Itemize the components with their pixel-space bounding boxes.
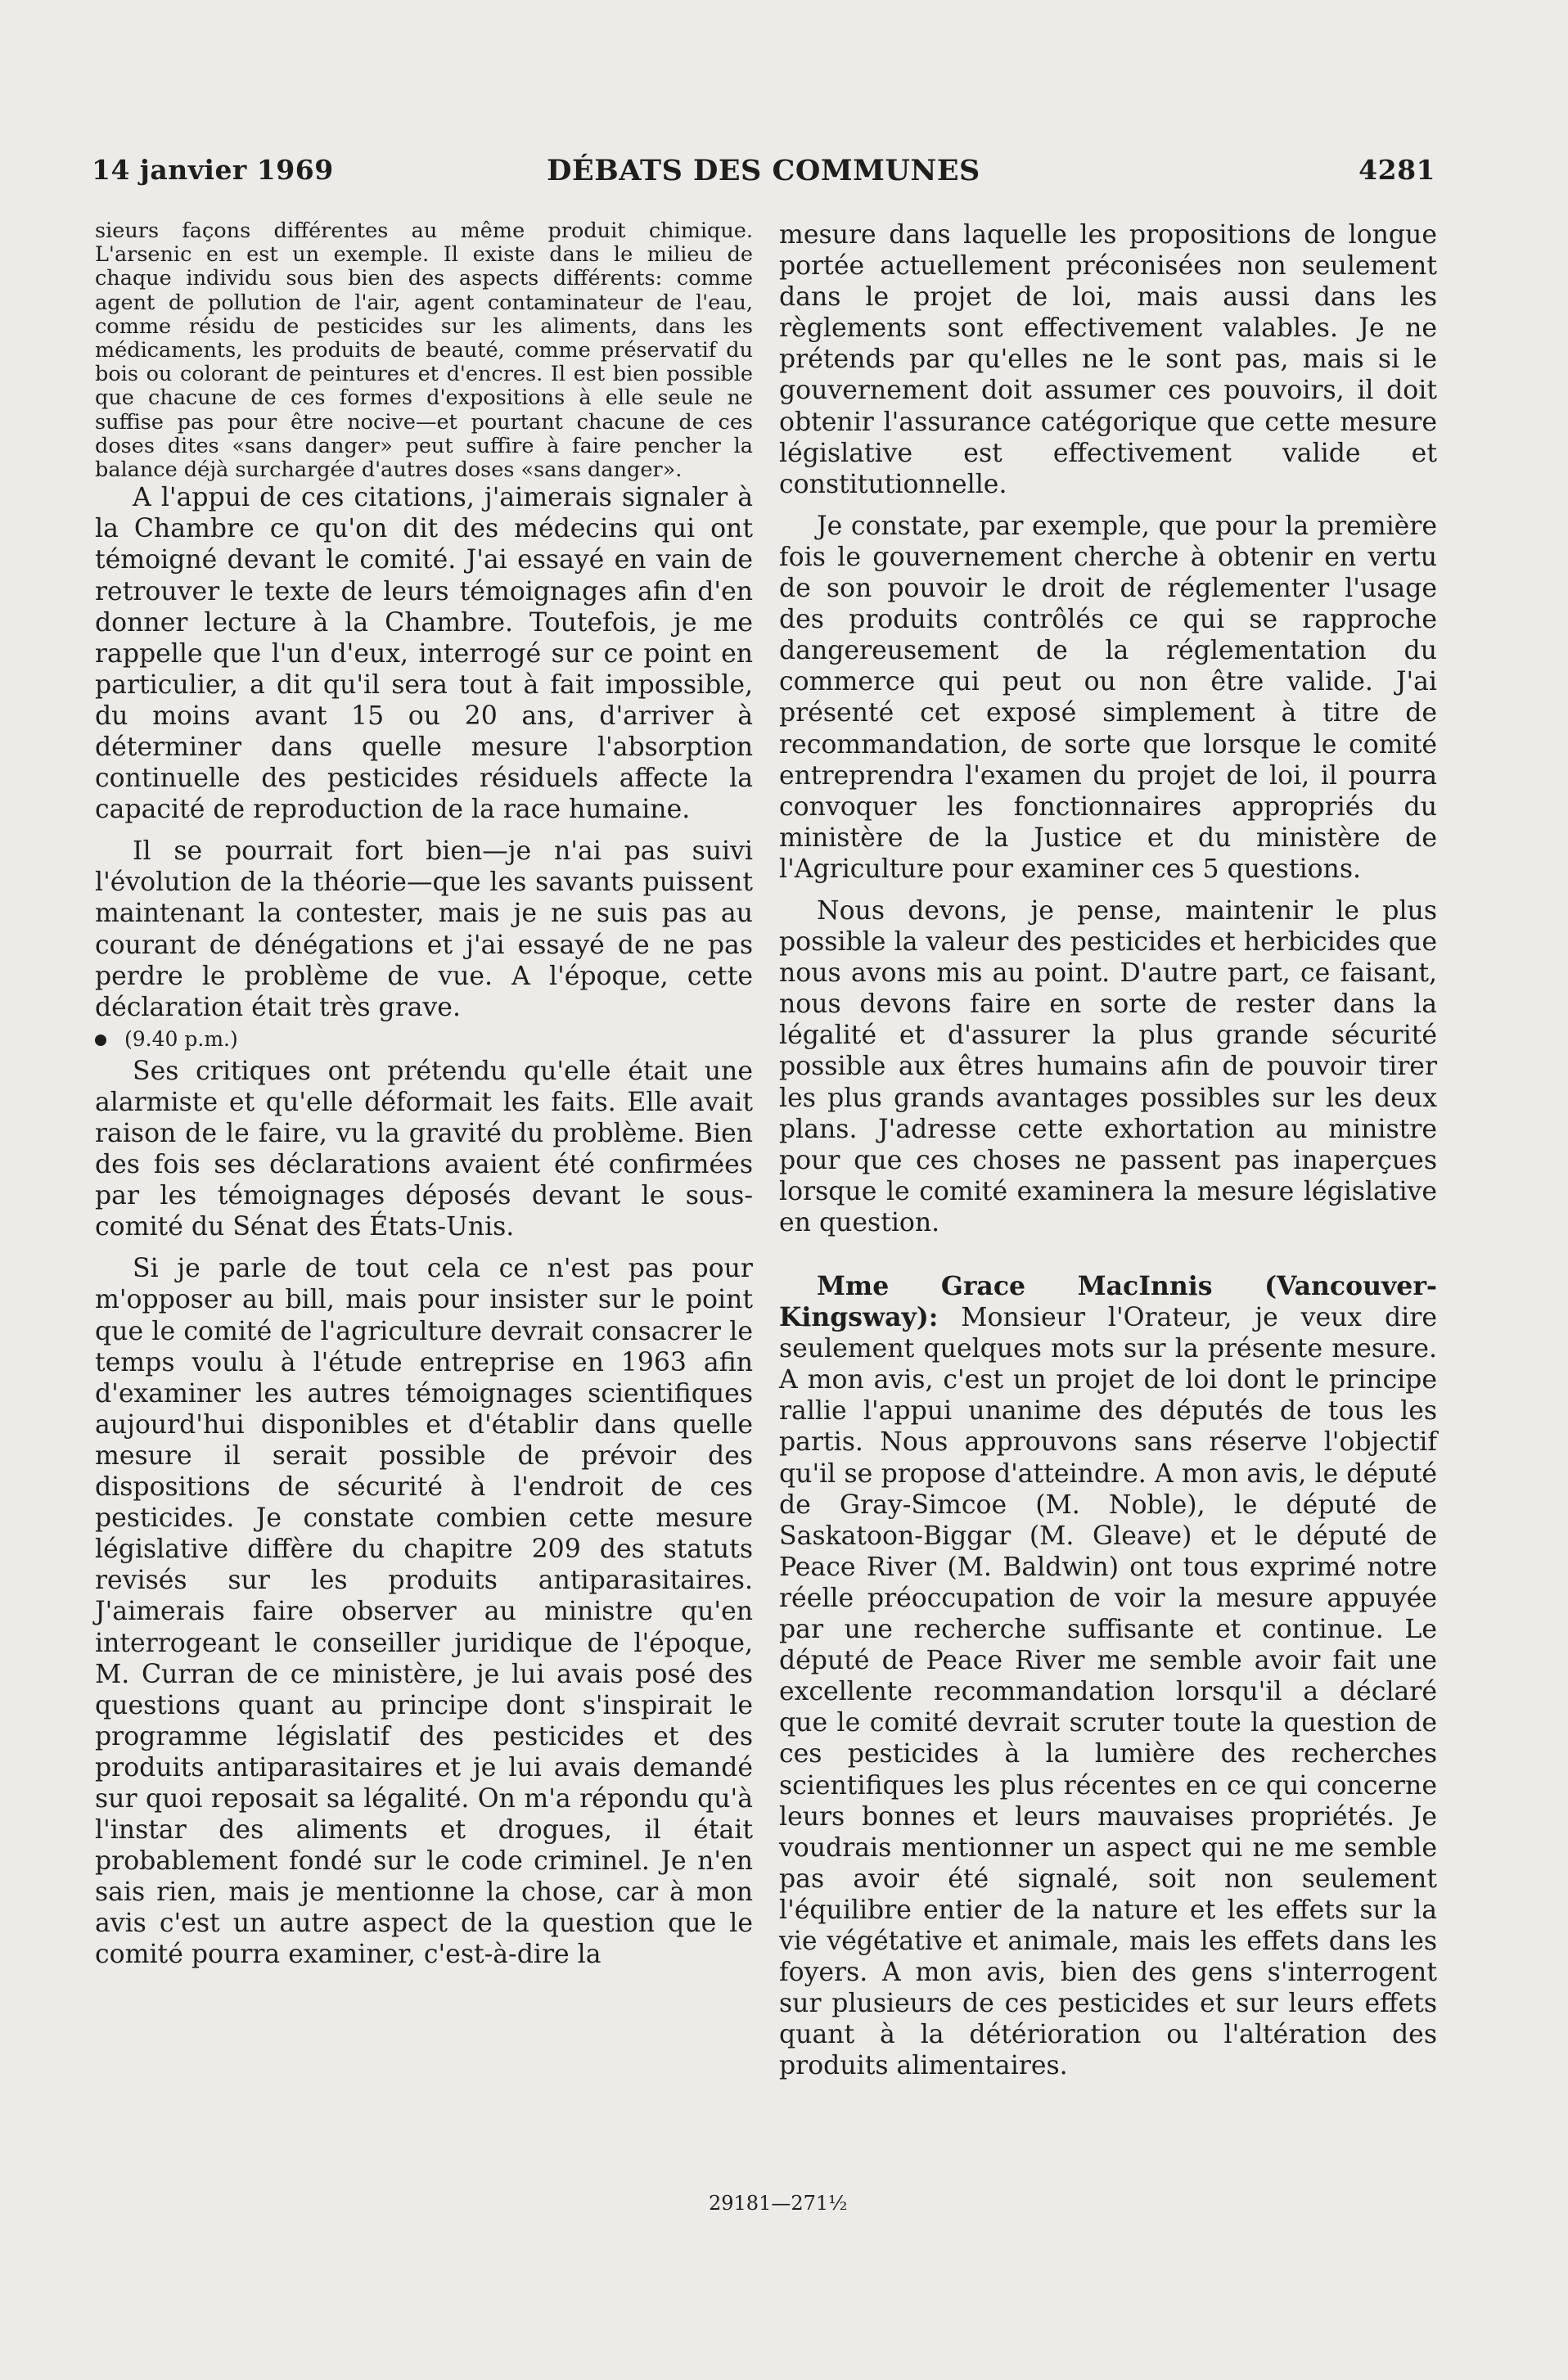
- time-stamp: [95, 1023, 753, 1056]
- page-number: 4281: [1358, 154, 1435, 186]
- header-title: DÉBATS DES COMMUNES: [547, 154, 980, 187]
- paragraph: Je constate, par exemple, que pour la première fois le gouvernement cherche à obtenir en vertu de son pouvoir le droit de réglementer l'usage des produits contrôlés ce qui se rapproche dangereusement de la réglementation du commerce qui peut ou non être valide. J'ai présenté cet exposé simplement à titre de recommandation, de sorte que lorsque le comité entreprendra l'examen du projet de loi, il pourra convoquer les fonctionnaires appropriés du ministère de la Justice et du ministère de l'Agriculture pour examiner ces 5 questions.: [779, 511, 1437, 884]
- bullet-icon: [95, 1034, 106, 1046]
- footer-code: 29181—271½: [709, 2192, 848, 2215]
- left-column: [95, 219, 753, 1971]
- paragraph: A l'appui de ces citations, j'aimerais signaler à la Chambre ce qu'on dit des médecins qui ont témoigné devant le comité. J'ai essayé en vain de retrouver le texte de leurs témoignages afin d'en donner lecture à la Chambre. Toutefois, je me rappelle que l'un d'eux, interrogé sur ce point en particulier, a dit qu'il sera tout à fait impossible, du moins avant 15 ou 20 ans, d'arriver à déterminer dans quelle mesure l'absorption continuelle des pesticides résiduels affecte la capacité de reproduction de la race humaine.: [95, 483, 753, 825]
- page-header: [92, 154, 1435, 195]
- paragraph: Ses critiques ont prétendu qu'elle était une alarmiste et qu'elle déformait les faits. Elle avait raison de le faire, vu la gravité du problème. Bien des fois ses déclarations avaient été confirmées par les témoignages déposés devant le sous-comité du Sénat des États-Unis.: [95, 1056, 753, 1242]
- paragraph: Il se pourrait fort bien—je n'ai pas suivi l'évolution de la théorie—que les savants puissent maintenant la contester, mais je ne suis pas au courant de dénégations et j'ai essayé de ne pas perdre le problème de vue. A l'époque, cette déclaration était très grave.: [95, 836, 753, 1022]
- time-text: (9.40 p.m.): [124, 1026, 238, 1051]
- paragraph: mesure dans laquelle les propositions de longue portée actuellement préconisées non seulement dans le projet de loi, mais aussi dans les règlements sont effectivement valables. Je ne prétends par qu'elles ne le sont pas, mais si le gouvernement doit assumer ces pouvoirs, il doit obtenir l'assurance catégorique que cette mesure législative est effectivement valide et constitutionnelle.: [779, 220, 1437, 499]
- speech-text: Monsieur l'Orateur, je veux dire seulement quelques mots sur la présente mesure. A mon avis, c'est un projet de loi dont le principe rallie l'appui unanime des députés de tous les partis. Nous approuvons sans réserve l'objectif qu'il se propose d'atteindre. A mon avis, le député de Gray-Simcoe (M. Noble), le député de Saskatoon-Biggar (M. Gleave) et le député de Peace River (M. Baldwin) ont tous exprimé notre réelle préoccupation de voir la mesure appuyée par une recherche suffisante et continue. Le député de Peace River me semble avoir fait une excellente recommandation lorsqu'il a déclaré que le comité devrait scruter toute la question de ces pesticides à la lumière des recherches scientifiques les plus récentes en ce qui concerne leurs bonnes et leurs mauvaises propriétés. Je voudrais mentionner un aspect qui ne me semble pas avoir été signalé, soit non seulement l'équilibre entier de la nature et les effets sur la vie végétative et animale, mais les effets dans les foyers. A mon avis, bien des gens s'interrogent sur plusieurs de ces pesticides et sur leurs effets quant à la détérioration ou l'altération des produits alimentaires.: [779, 1303, 1437, 2081]
- quoted-passage: sieurs façons différentes au même produit chimique. L'arsenic en est un exemple. Il existe dans le milieu de chaque individu sous bien des aspects différents: comme agent de pollution de l'air, agent contaminateur de l'eau, comme résidu de pesticides sur les aliments, dans les médicaments, les produits de beauté, comme préservatif du bois ou colorant de peintures et d'encres. Il est bien possible que chacune de ces formes d'expositions à elle seule ne suffise pas pour être nocive—et pourtant chacune de ces doses dites «sans danger» peut suffire à faire pencher la balance déjà surchargée d'autres doses «sans danger».: [95, 219, 753, 483]
- speaker-name: Mme Grace MacInnis (Vancouver-Kingsway):: [779, 1271, 1437, 1333]
- header-date: 14 janvier 1969: [92, 154, 334, 186]
- speech-paragraph: [779, 1271, 1437, 2081]
- paragraph: Nous devons, je pense, maintenir le plus possible la valeur des pesticides et herbicides que nous avons mis au point. D'autre part, ce faisant, nous devons faire en sorte de rester dans la légalité et d'assurer la plus grande sécurité possible aux êtres humains afin de pouvoir tirer les plus grands avantages possibles sur les deux plans. J'adresse cette exhortation au ministre pour que ces choses ne passent pas inaperçues lorsque le comité examinera la mesure législative en question.: [779, 895, 1437, 1237]
- right-column: [779, 219, 1437, 2081]
- paragraph: Si je parle de tout cela ce n'est pas pour m'opposer au bill, mais pour insister sur le point que le comité de l'agriculture devrait consacrer le temps voulu à l'étude entreprise en 1963 afin d'examiner les autres témoignages scientifiques aujourd'hui disponibles et d'établir dans quelle mesure il serait possible de prévoir des dispositions de sécurité à l'endroit de ces pesticides. Je constate combien cette mesure législative diffère du chapitre 209 des statuts revisés sur les produits antiparasitaires. J'aimerais faire observer au ministre qu'en interrogeant le conseiller juridique de l'époque, M. Curran de ce ministère, je lui avais posé des questions quant au principe dont s'inspirait le programme législatif des pesticides et des produits antiparasitaires et je lui avais demandé sur quoi reposait sa légalité. On m'a répondu qu'à l'instar des aliments et drogues, il était probablement fondé sur le code criminel. Je n'en sais rien, mais je mentionne la chose, car à mon avis c'est un autre aspect de la question que le comité pourra examiner, c'est-à-dire la: [95, 1254, 753, 1970]
